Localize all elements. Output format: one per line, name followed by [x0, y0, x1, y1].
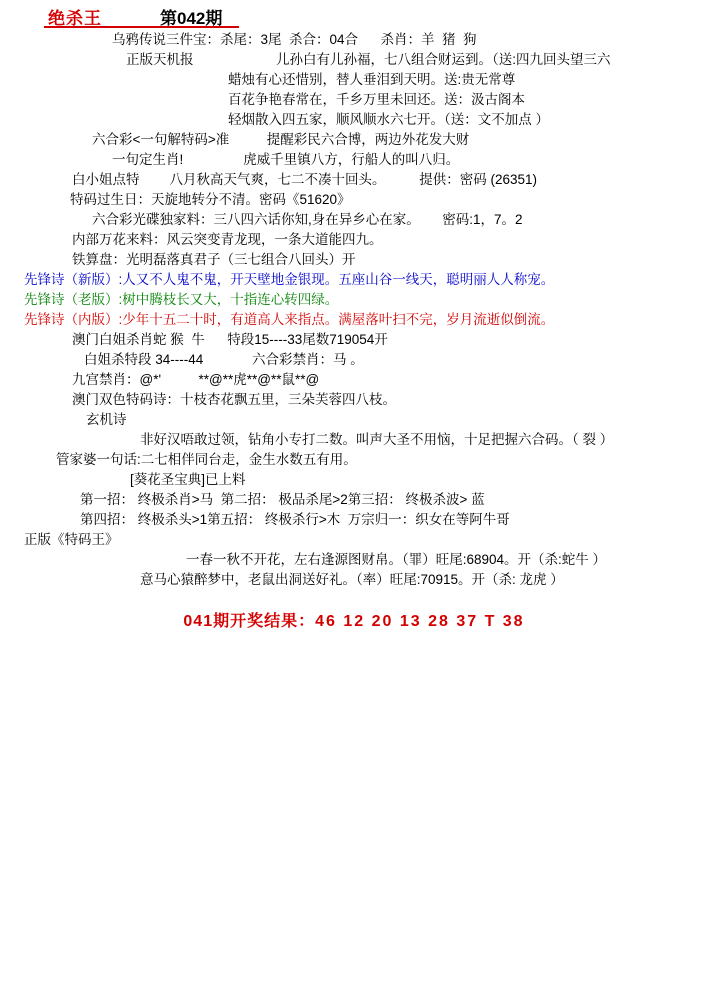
content-line: 一春一秋不开花，左右逢源图财帛。（罪）旺尾:68904。开（杀:蛇牛 ） — [186, 552, 607, 567]
content-line: 白姐杀特段 34----44 六合彩禁肖：马 。 — [84, 352, 364, 367]
content-line: 玄机诗 — [86, 412, 127, 427]
content-line: 先锋诗（老版）:树中腾枝长又大，十指连心转四绿。 — [24, 292, 339, 307]
content-line: 铁算盘：光明磊落真君子（三七组合八回头）开 — [72, 252, 356, 267]
content-line: 九宫禁肖：@*' **@**虎**@**鼠**@ — [72, 372, 320, 387]
content-line: 第一招： 终极杀肖>马 第二招： 极品杀尾>2第三招： 终极杀波> 蓝 — [80, 492, 485, 507]
content-line: 轻烟散入四五家，顺风顺水六七开。（送：文不加点 ） — [228, 112, 549, 127]
content-line: 六合彩<一句解特码>准 提醒彩民六合博，两边外花发大财 — [92, 132, 470, 147]
content-line: 先锋诗（新版）:人又不人鬼不鬼，开天壁地金银现。五座山谷一线天，聪明丽人人称宠。 — [24, 272, 555, 287]
page-header — [0, 0, 708, 34]
draw-result-label: 041期开奖结果： — [183, 613, 316, 630]
content-line: [葵花圣宝典]已上料 — [130, 472, 246, 487]
content-line: 蜡烛有心还惜别，替人垂泪到天明。送:贵无常尊 — [228, 72, 516, 87]
draw-result-numbers: 46 12 20 13 28 37 T 38 — [315, 613, 525, 630]
content-line: 内部万花来料：风云突变青龙现，一条大道能四九。 — [72, 232, 383, 247]
content-line: 管家婆一句话:二七相伴同台走，金生水数五有用。 — [56, 452, 357, 467]
content-line: 第四招： 终极杀头>1第五招： 终极杀行>木 万宗归一：织女在等阿牛哥 — [80, 512, 510, 527]
content-lines — [0, 30, 708, 590]
header-divider — [44, 26, 239, 28]
issue-number: 第042期 — [160, 9, 223, 28]
content-line: 一句定生肖! 虎威千里镇八方，行船人的叫八归。 — [112, 152, 460, 167]
brand-title: 绝杀王 — [48, 9, 102, 28]
content-line: 白小姐点特 八月秋高天气爽，七二不凑十回头。 提供：密码 (26351) — [72, 172, 538, 187]
content-line: 澳门双色特码诗：十枝杏花飘五里，三朵芙蓉四八枝。 — [72, 392, 396, 407]
content-line: 百花争艳春常在，千乡万里未回还。送：汲古阁本 — [228, 92, 525, 107]
content-line: 正版天机报 儿孙白有儿孙福，七八组合财运到。（送:四九回头望三六 — [126, 52, 611, 67]
content-line: 意马心猿醉梦中，老鼠出洞送好礼。（率）旺尾:70915。开（杀: 龙虎 ） — [140, 572, 564, 587]
content-line: 特码过生日：天旋地转分不清。密码《51620》 — [70, 192, 351, 207]
content-line: 乌鸦传说三件宝：杀尾：3尾 杀合：04合 杀肖：羊 猪 狗 — [112, 32, 477, 47]
content-line: 正版《特码王》 — [24, 532, 119, 547]
content-line: 先锋诗（内版）:少年十五二十时，有道高人来指点。满屋落叶扫不完，岁月流逝似倒流。 — [24, 312, 555, 327]
draw-result — [0, 608, 708, 631]
content-line: 非好汉唔敢过领，钻角小专打二数。叫声大圣不用恼，十足把握六合码。（ 裂 ） — [140, 432, 614, 447]
content-line: 澳门白姐杀肖蛇 猴 牛 特段15----33尾数719054开 — [72, 332, 388, 347]
content-line: 六合彩光碟独家料：三八四六话你知,身在异乡心在家。 密码:1，7。2 — [92, 212, 523, 227]
